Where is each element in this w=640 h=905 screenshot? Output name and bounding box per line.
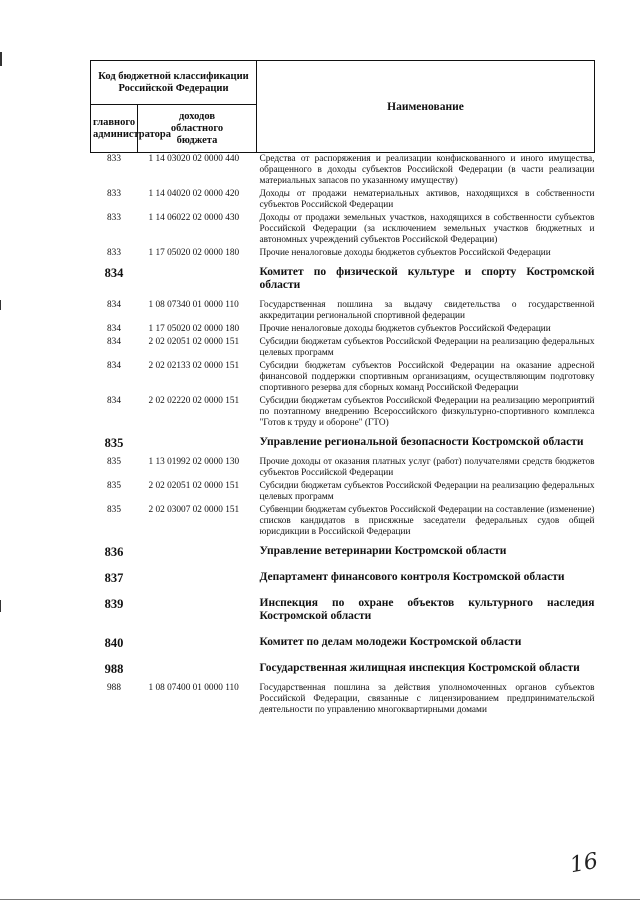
kbk-code: 2 02 02133 02 0000 151 — [148, 361, 240, 371]
kbk-code: 1 08 07340 01 0000 110 — [148, 300, 239, 310]
income-row — [91, 395, 595, 430]
admin-code: 833 — [107, 154, 121, 164]
admin-code: 840 — [104, 636, 124, 650]
income-row — [91, 153, 595, 189]
kbk-code — [138, 539, 257, 565]
income-row — [91, 188, 595, 212]
kbk-code — [138, 591, 257, 630]
row-name: Управление ветеринарии Костромской области — [259, 545, 507, 557]
income-header: доходов областного бюджета — [138, 105, 257, 153]
row-name: Доходы от продажи нематериальных активов, находящихся в собственности субъектов Российской Федерации — [259, 189, 595, 210]
income-row — [91, 299, 595, 323]
admin-code: 834 — [104, 266, 124, 280]
row-name: Доходы от продажи земельных участков, находящихся в собственности субъектов Российской Федерации (за исключением земельных участков бюджетных и автономных учреждений субъектов Российской Федерации) — [259, 213, 595, 245]
department-row — [91, 430, 595, 456]
table-body — [91, 153, 595, 718]
row-name: Прочие доходы от оказания платных услуг (работ) получателями средств бюджетов субъектов Российской Федерации — [259, 457, 595, 478]
admin-code: 833 — [107, 248, 121, 258]
admin-code: 834 — [107, 361, 121, 371]
income-row — [91, 504, 595, 539]
department-row — [91, 630, 595, 656]
kbk-code — [138, 656, 257, 682]
kbk-code: 1 17 05020 02 0000 180 — [148, 248, 240, 258]
scan-edge-mark — [0, 600, 1, 612]
row-name: Субсидии бюджетам субъектов Российской Федерации на реализацию федеральных целевых программ — [259, 337, 595, 358]
row-name: Средства от распоряжения и реализации конфискованного и иного имущества, обращенного в доходы субъектов Российской Федерации (в части реализации материальных запасов по указанному имуществу) — [259, 154, 595, 186]
kbk-code: 1 14 04020 02 0000 420 — [148, 189, 240, 199]
admin-code: 833 — [107, 189, 121, 199]
name-header: Наименование — [257, 61, 595, 153]
income-row — [91, 336, 595, 360]
admin-code: 835 — [107, 505, 121, 515]
kbk-code: 2 02 03007 02 0000 151 — [148, 505, 240, 515]
income-row — [91, 323, 595, 336]
department-row — [91, 260, 595, 299]
page-number: 16 — [568, 848, 600, 879]
department-row — [91, 591, 595, 630]
admin-code: 834 — [107, 337, 121, 347]
income-row — [91, 456, 595, 480]
scan-edge-mark — [0, 300, 1, 310]
admin-code: 988 — [104, 662, 124, 676]
row-name: Государственная пошлина за действия уполномоченных органов субъектов Российской Федерации, связанные с лицензированием предпринимательской деятельности по управлению многоквартирными домами — [259, 683, 595, 715]
scan-edge-mark — [0, 52, 2, 66]
row-name: Субсидии бюджетам субъектов Российской Федерации на оказание адресной финансовой поддержки спортивным организациям, осуществляющим подготовку спортивного резерва для сборных команд Российской Федерации — [259, 361, 595, 393]
row-name: Прочие неналоговые доходы бюджетов субъектов Российской Федерации — [259, 248, 551, 258]
admin-code: 836 — [104, 545, 124, 559]
row-name: Комитет по делам молодежи Костромской области — [259, 636, 522, 648]
row-name: Государственная пошлина за выдачу свидетельства о государственной аккредитации региональной спортивной федерации — [259, 300, 595, 321]
kbk-code: 2 02 02051 02 0000 151 — [148, 337, 240, 347]
row-name: Субсидии бюджетам субъектов Российской Федерации на реализацию мероприятий по поэтапному внедрению Всероссийского физкультурно-спортивного комплекса "Готов к труду и обороне" (ГТО) — [259, 396, 595, 428]
income-row — [91, 247, 595, 260]
admin-code: 834 — [107, 396, 121, 406]
kbk-code — [138, 630, 257, 656]
table-header — [91, 61, 595, 153]
department-row — [91, 539, 595, 565]
department-row — [91, 656, 595, 682]
kbk-code: 1 08 07400 01 0000 110 — [148, 683, 239, 693]
kbk-code: 2 02 02051 02 0000 151 — [148, 481, 240, 491]
row-name: Инспекция по охране объектов культурного наследия Костромской области — [259, 597, 595, 622]
row-name: Управление региональной безопасности Костромской области — [259, 436, 584, 448]
admin-code: 988 — [107, 683, 121, 693]
department-row — [91, 565, 595, 591]
kbk-code: 1 13 01992 02 0000 130 — [148, 457, 240, 467]
row-name: Департамент финансового контроля Костромской области — [259, 571, 565, 583]
kbk-code — [138, 430, 257, 456]
income-row — [91, 682, 595, 717]
kbk-header: Код бюджетной классификации Российской Федерации — [91, 61, 257, 105]
row-name: Комитет по физической культуре и спорту Костромской области — [259, 266, 595, 291]
row-name: Прочие неналоговые доходы бюджетов субъектов Российской Федерации — [259, 324, 551, 334]
admin-code: 833 — [107, 213, 121, 223]
admin-code: 835 — [107, 457, 121, 467]
kbk-code: 1 17 05020 02 0000 180 — [148, 324, 240, 334]
admin-code: 835 — [104, 436, 124, 450]
budget-classification-table — [90, 60, 595, 717]
row-name: Государственная жилищная инспекция Костромской области — [259, 662, 580, 674]
admin-code: 834 — [107, 324, 121, 334]
row-name: Субвенции бюджетам субъектов Российской Федерации на составление (изменение) списков кандидатов в присяжные заседатели федеральных судов общей юрисдикции в Российской Федерации — [259, 505, 595, 537]
income-row — [91, 360, 595, 395]
kbk-code: 2 02 02220 02 0000 151 — [148, 396, 240, 406]
kbk-code — [138, 260, 257, 299]
income-row — [91, 212, 595, 247]
kbk-code — [138, 565, 257, 591]
kbk-code: 1 14 03020 02 0000 440 — [148, 154, 240, 164]
row-name: Субсидии бюджетам субъектов Российской Федерации на реализацию федеральных целевых программ — [259, 481, 595, 502]
admin-header: главного администратора — [91, 105, 138, 153]
income-row — [91, 480, 595, 504]
kbk-code: 1 14 06022 02 0000 430 — [148, 213, 240, 223]
admin-code: 834 — [107, 300, 121, 310]
bottom-rule — [0, 899, 640, 900]
admin-code: 835 — [107, 481, 121, 491]
admin-code: 839 — [104, 597, 124, 611]
admin-code: 837 — [104, 571, 124, 585]
